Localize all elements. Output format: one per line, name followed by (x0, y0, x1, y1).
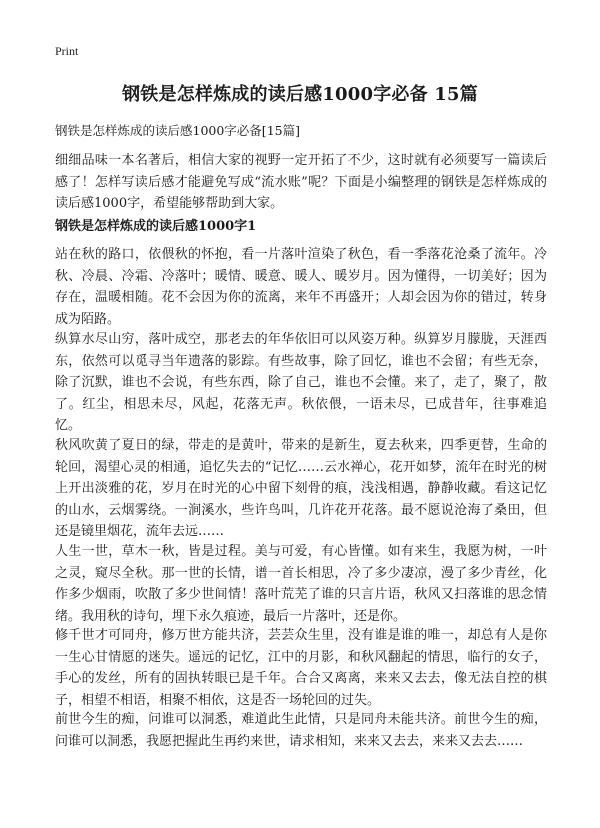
paragraph-4 (55, 541, 547, 627)
section-heading: 钢铁是怎样炼成的读后感1000字1 (55, 219, 257, 234)
print-link[interactable]: Print (55, 44, 79, 58)
paragraph-text: 前世今生的痴，问谁可以洞悉，难道此生此情，只是同舟未能共济。前世今生的痴，问谁可以洞悉，我愿把握此生再约来世，请求相知，来来又去去，来来又去去…… (55, 712, 547, 749)
paragraph-text: 修千世才可同舟，修万世方能共济，芸芸众生里，没有谁是谁的唯一，却总有人是你一生心甘情愿的迷失。遥远的记忆，江中的月影，和秋风翻起的情思，临行的女子，手心的发丝，所有的固执转眼已是千年。合合又离离，来来又去去，像无法自控的棋子，相望不相语，相聚不相依，这是否一场轮回的过失。 (55, 628, 547, 708)
document-subtitle: 钢铁是怎样炼成的读后感1000字必备[15篇] (55, 123, 300, 138)
intro-paragraph (55, 150, 547, 215)
paragraph-text: 人生一世，草木一秋，皆是过程。美与可爱，有心皆懂。如有来生，我愿为树，一叶之灵，窥尽全秋。那一世的长情，谱一首长相思，冷了多少凄凉，漫了多少青丝，化作多少烟雨，吹散了多少世间情！落叶荒芜了谁的只言片语，秋风又扫落谁的思念情绪。我用秋的诗句，埋下永久痕迹，最后一片落叶，还是你。 (55, 544, 547, 624)
intro-text: 细细品味一本名著后，相信大家的视野一定开拓了不少，这时就有必须要写一篇读后感了！怎样写读后感才能避免写成“流水账”呢？下面是小编整理的钢铁是怎样炼成的读后感1000字，希望能够帮助到大家。 (55, 153, 547, 211)
paragraph-6 (55, 709, 547, 752)
paragraph-text: 纵算水尽山穷，落叶成空，那老去的年华依旧可以风姿万种。纵算岁月朦胧，天涯西东，依然可以觅寻当年遗落的影踪。有些故事，除了回忆，谁也不会留；有些无奈，除了沉默，谁也不会说，有些东西，除了自己，谁也不会懂。来了，走了，聚了，散了。红尘，相思未尽，风起，花落无声。秋依偎，一语未尽，已成昔年，往事难追忆。 (55, 332, 547, 433)
paragraph-5 (55, 625, 547, 711)
paragraph-text: 站在秋的路口，依偎秋的怀抱，看一片落叶渲染了秋色，看一季落花沧桑了流年。冷秋、冷晨、冷霜、冷落叶；暖情、暖意、暖人、暖岁月。因为懂得，一切美好；因为存在，温暖相随。花不会因为你的流离，来年不再盛开；人却会因为你的错过，转身成为陌路。 (55, 247, 547, 327)
paragraph-text: 秋风吹黄了夏日的绿，带走的是黄叶，带来的是新生，夏去秋来，四季更替，生命的轮回，渴望心灵的相通，追忆失去的“记忆……云水禅心，花开如梦，流年在时光的树上开出淡雅的花，岁月在时光的心中留下刻骨的痕，浅浅相遇，静静收藏。看这记忆的山水，云烟雾绕。一涧溪水，些许鸟叫，几许花开花落。最不愿说沧海了桑田，但还是镜里烟花，流年去远…… (55, 438, 547, 539)
paragraph-2 (55, 329, 547, 437)
paragraph-1 (55, 244, 547, 330)
paragraph-3 (55, 435, 547, 543)
page-title: 钢铁是怎样炼成的读后感1000字必备 15篇 (122, 84, 478, 105)
